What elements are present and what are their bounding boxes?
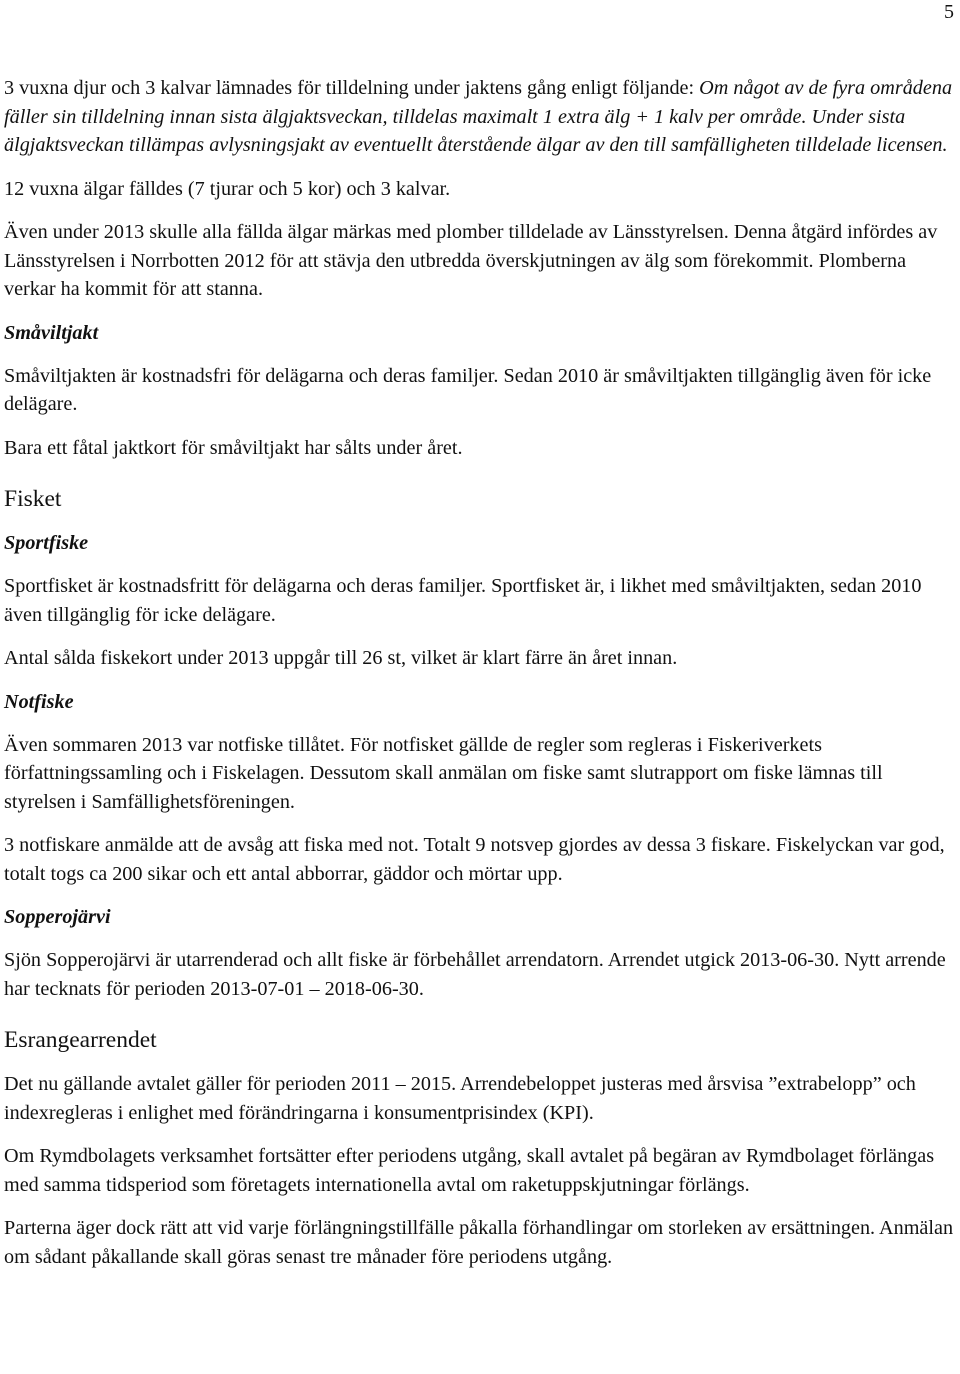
paragraph-fallda-algar: 12 vuxna älgar fälldes (7 tjurar och 5 kor) och 3 kalvar. [4, 177, 451, 200]
paragraph-sportfiske-1: Sportfisket är kostnadsfritt för delägarna och deras familjer. Sportfisket är, i likhet med småviltjakten, sedan 2010 även tillgänglig för icke delägare. [4, 575, 922, 626]
page-content [4, 74, 954, 1271]
paragraph-tilldelning-intro: 3 vuxna djur och 3 kalvar lämnades för tilldelning under jaktens gång enligt följande: [4, 77, 700, 99]
heading-notfiske: Notfiske [4, 690, 74, 713]
paragraph-sopperojarvi: Sjön Sopperojärvi är utarrenderad och allt fiske är förbehållet arrendatorn. Arrendet utgick 2013-06-30. Nytt arrende har tecknats för perioden 2013-07-01 – 2018-06-30. [4, 949, 946, 1000]
paragraph-sportfiske-2: Antal sålda fiskekort under 2013 uppgår till 26 st, vilket är klart färre än året innan. [4, 647, 678, 669]
heading-esrangearrendet: Esrangearrendet [4, 1027, 157, 1053]
paragraph-notfiske-2: 3 notfiskare anmälde att de avsåg att fiska med not. Totalt 9 notsvep gjordes av dessa 3 fiskare. Fiskelyckan var god, totalt togs ca 200 sikar och ett antal abborrar, gäddor och mörtar upp. [4, 834, 945, 885]
heading-smaviltjakt: Småviltjakt [4, 321, 99, 344]
paragraph-esrange-2: Om Rymdbolagets verksamhet fortsätter efter periodens utgång, skall avtalet på begäran av Rymdbolaget förlängas med samma tidsperiod som företagets internationella avtal om raketuppskjutningar förlängs. [4, 1145, 935, 1196]
heading-sopperojarvi: Sopperojärvi [4, 906, 111, 928]
paragraph-notfiske-1: Även sommaren 2013 var notfiske tillåtet. För notfisket gällde de regler som regleras i Fiskeriverkets författningssamling och i Fiskelagen. Dessutom skall anmälan om fiske samt slutrapport om fiske lämnas till styrelsen i Samfällighetsföreningen. [4, 733, 883, 813]
page-number: 5 [944, 1, 954, 23]
paragraph-plomber: Även under 2013 skulle alla fällda älgar märkas med plomber tilldelade av Länsstyrelsen. Denna åtgärd infördes av Länsstyrelsen i Norrbotten 2012 för att stävja den utbredda överskjutningen av älg som förekommit. Plomberna verkar ha kommit för att stanna. [4, 221, 938, 300]
paragraph-esrange-3: Parterna äger dock rätt att vid varje förlängningstillfälle påkalla förhandlingar om storleken av ersättningen. Anmälan om sådant påkallande skall göras senast tre månader före periodens utgång. [4, 1217, 954, 1268]
heading-sportfiske: Sportfiske [4, 532, 89, 554]
heading-fisket: Fisket [4, 486, 62, 512]
paragraph-tilldelning [4, 74, 954, 160]
paragraph-tilldelning-italic: Om något av de fyra områdena fäller sin tilldelning innan sista älgjaktsveckan, tilldelas maximalt 1 extra älg + 1 kalv per område. Under sista älgjaktsveckan tillämpas avlysningsjakt av eventuellt återstående älgar av den till samfälligheten tilldelade licensen. [4, 77, 953, 156]
paragraph-smaviltjakt-2: Bara ett fåtal jaktkort för småviltjakt har sålts under året. [4, 436, 463, 459]
paragraph-smaviltjakt-1: Småviltjakten är kostnadsfri för delägarna och deras familjer. Sedan 2010 är småviltjakten tillgänglig även för icke delägare. [4, 364, 932, 415]
paragraph-esrange-1: Det nu gällande avtalet gäller för perioden 2011 – 2015. Arrendebeloppet justeras med årsvisa ”extrabelopp” och indexregleras i enlighet med förändringarna i konsumentprisindex (KPI). [4, 1073, 916, 1124]
